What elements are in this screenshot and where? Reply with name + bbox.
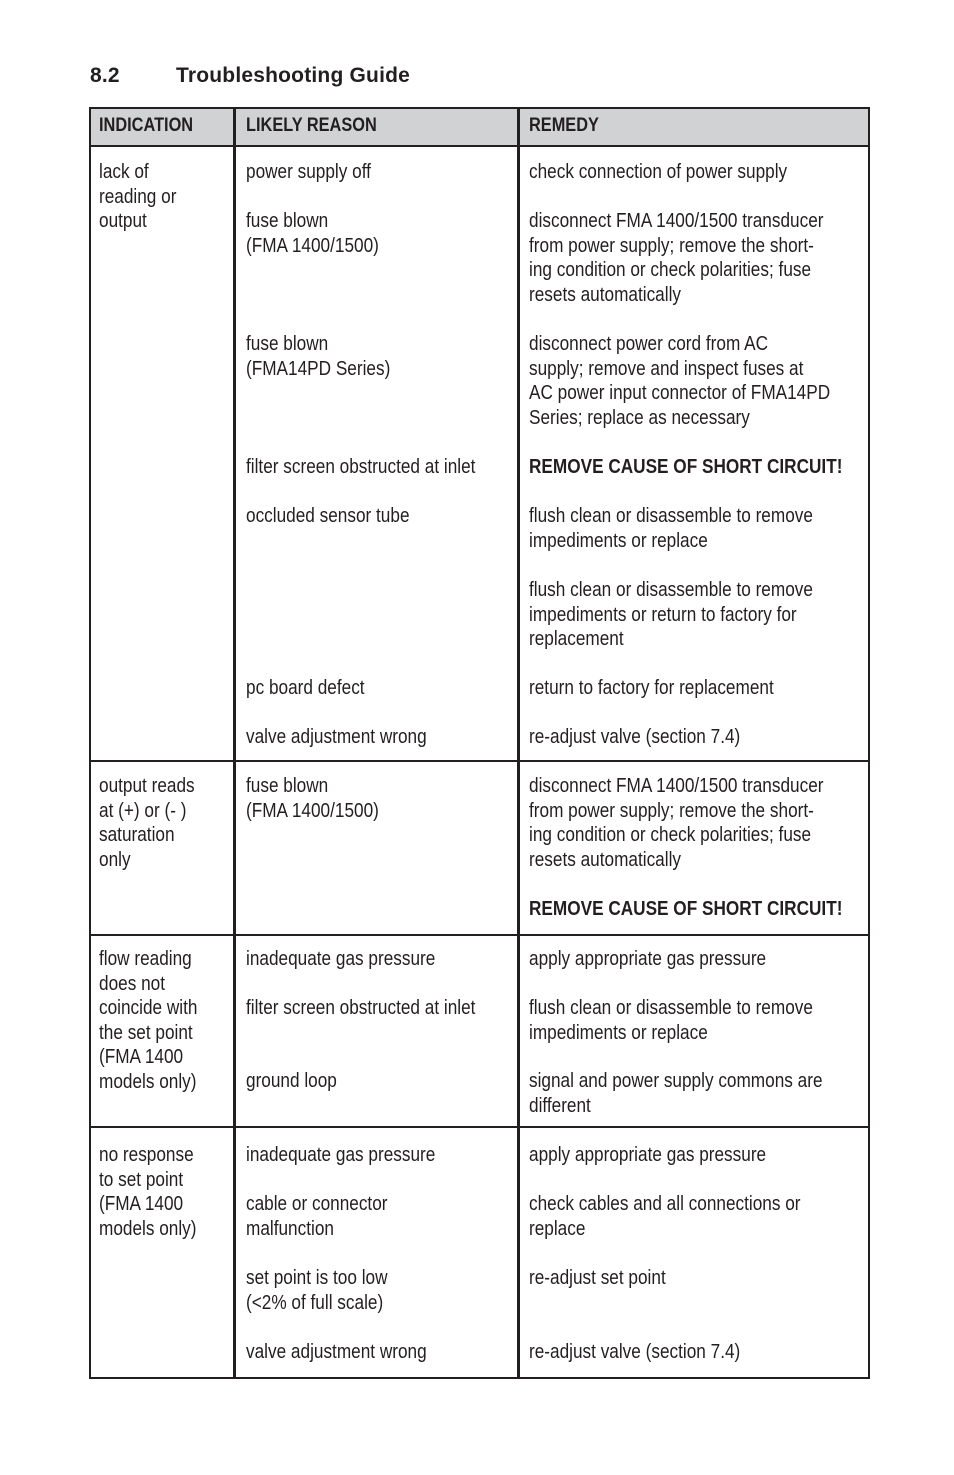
remedy-cell: flush clean or disassemble to remove impediments or replace (529, 505, 813, 552)
remedy-cell: check connection of power supply (529, 161, 788, 183)
remedy-cell: re-adjust valve (section 7.4) (529, 726, 741, 748)
reason-cell: fuse blown (FMA 1400/1500) (246, 210, 379, 257)
indication-cell: no response to set point (FMA 1400 models only) (99, 1144, 197, 1240)
table-header (91, 109, 868, 145)
reason-cell: fuse blown (FMA14PD Series) (246, 333, 391, 380)
indication-cell: lack of reading or output (99, 161, 177, 233)
indication-cell: flow reading does not coincide with the set point (FMA 1400 models only) (99, 948, 198, 1093)
indication-cell: output reads at (+) or (- ) saturation only (99, 775, 195, 871)
header-indication: INDICATION (99, 115, 194, 136)
reason-cell: inadequate gas pressure (246, 948, 436, 970)
header-divider (91, 145, 868, 147)
remedy-cell: check cables and all connections or replace (529, 1193, 801, 1240)
remedy-cell: re-adjust set point (529, 1267, 666, 1289)
remedy-cell: re-adjust valve (section 7.4) (529, 1341, 741, 1363)
section-number: 8.2 (90, 64, 120, 87)
remedy-cell: return to factory for replacement (529, 677, 774, 699)
reason-cell: set point is too low (<2% of full scale) (246, 1267, 388, 1314)
remedy-cell: signal and power supply commons are different (529, 1070, 823, 1117)
remedy-cell: disconnect power cord from AC supply; remove and inspect fuses at AC power input connector of FMA14PD Series; replace as necessary (529, 333, 831, 429)
remedy-cell: flush clean or disassemble to remove impediments or replace (529, 997, 813, 1044)
reason-cell: pc board defect (246, 677, 365, 699)
reason-cell: fuse blown (FMA 1400/1500) (246, 775, 379, 822)
remedy-warning: REMOVE CAUSE OF SHORT CIRCUIT! (529, 898, 843, 920)
section-title: Troubleshooting Guide (176, 64, 411, 87)
column-divider (233, 109, 236, 1377)
header-likely-reason: LIKELY REASON (246, 115, 377, 136)
remedy-cell: disconnect FMA 1400/1500 transducer from power supply; remove the short- ing condition or check polarities; fuse resets automatically (529, 775, 824, 871)
troubleshooting-table (89, 107, 870, 1379)
remedy-cell: apply appropriate gas pressure (529, 948, 767, 970)
reason-cell: power supply off (246, 161, 371, 183)
remedy-cell: apply appropriate gas pressure (529, 1144, 767, 1166)
reason-cell: valve adjustment wrong (246, 1341, 427, 1363)
reason-cell: cable or connector malfunction (246, 1193, 388, 1240)
remedy-cell: disconnect FMA 1400/1500 transducer from power supply; remove the short- ing condition or check polarities; fuse resets automatically (529, 210, 824, 306)
reason-cell: inadequate gas pressure (246, 1144, 436, 1166)
row-divider (91, 934, 868, 936)
reason-cell: ground loop (246, 1070, 337, 1092)
remedy-cell: flush clean or disassemble to remove impediments or return to factory for replacement (529, 579, 813, 651)
reason-cell: valve adjustment wrong (246, 726, 427, 748)
remedy-warning: REMOVE CAUSE OF SHORT CIRCUIT! (529, 456, 843, 478)
row-divider (91, 1126, 868, 1128)
reason-cell: filter screen obstructed at inlet (246, 997, 476, 1019)
reason-cell: occluded sensor tube (246, 505, 410, 527)
reason-cell: filter screen obstructed at inlet (246, 456, 476, 478)
header-remedy: REMEDY (529, 115, 599, 136)
row-divider (91, 760, 868, 762)
section-heading (90, 64, 410, 88)
